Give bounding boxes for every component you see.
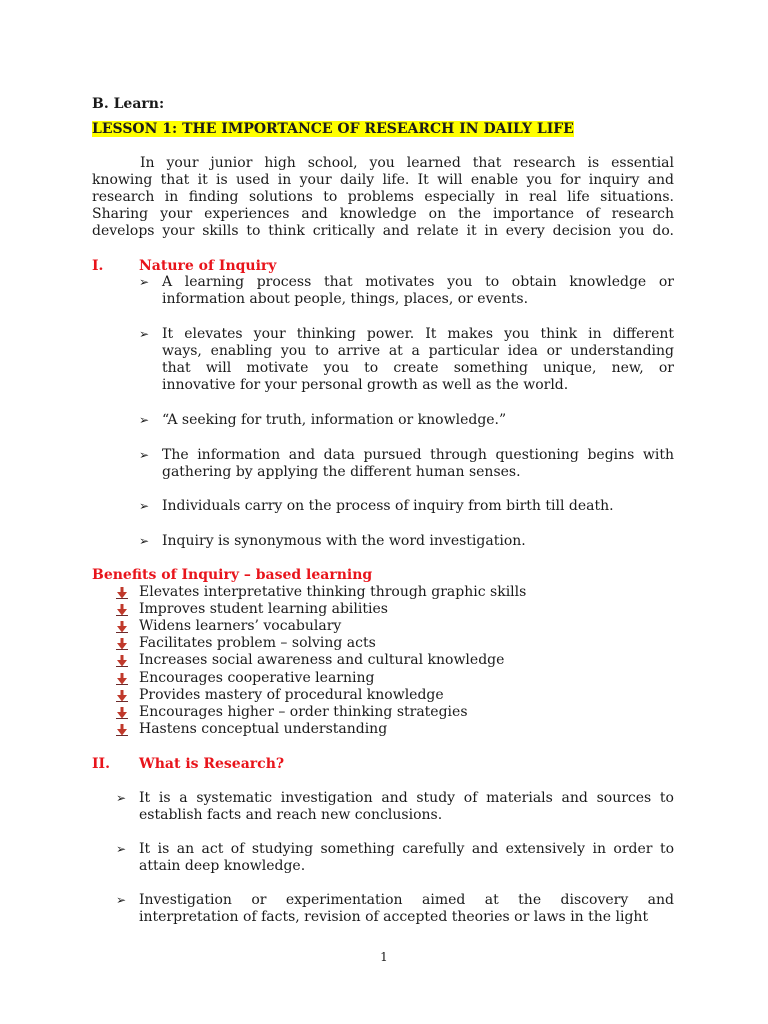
bullet-text	[162, 533, 674, 550]
intro-line: Sharing your experiences and knowledge on the importance of research	[92, 206, 674, 222]
bullet-item	[139, 498, 674, 515]
benefit-label: Hastens conceptual understanding	[139, 720, 388, 737]
lesson-title	[92, 121, 574, 138]
page-number: 1	[380, 950, 388, 964]
bullet-item	[139, 412, 674, 429]
bullet-text	[162, 274, 674, 308]
bullet-line: innovative for your personal growth as well as the world.	[162, 377, 569, 393]
arrow-bullet-icon: ➢	[116, 893, 127, 907]
bullet-text	[162, 326, 674, 394]
section-title-what-is-research: What is Research?	[139, 756, 285, 772]
bullet-line: interpretation of facts, revision of accepted theories or laws in the light	[139, 909, 649, 925]
bullet-item	[139, 274, 674, 308]
down-arrow-bullet-icon	[116, 587, 128, 599]
bullet-line: Individuals carry on the process of inquiry from birth till death.	[162, 498, 614, 514]
benefit-item	[116, 721, 616, 738]
bullet-line: It is a systematic investigation and study of materials and sources to	[139, 790, 674, 806]
bullet-item	[139, 326, 674, 394]
arrow-bullet-icon: ➢	[139, 499, 150, 513]
bullet-line: It is an act of studying something carefully and extensively in order to	[139, 841, 674, 857]
bullet-line: establish facts and reach new conclusions.	[139, 807, 443, 823]
arrow-bullet-icon: ➢	[139, 413, 150, 427]
benefit-label: Elevates interpretative thinking through graphic skills	[139, 584, 527, 600]
bullet-text	[162, 447, 674, 481]
bullet-text	[139, 841, 674, 875]
benefit-item	[116, 584, 616, 601]
bullet-item	[116, 790, 674, 824]
down-arrow-bullet-icon	[116, 724, 128, 736]
intro-line: In your junior high school, you learned that research is essential	[140, 155, 674, 171]
benefit-label: Improves student learning abilities	[139, 601, 388, 618]
bullet-text	[139, 790, 674, 824]
section-numeral-1: I.	[92, 258, 104, 274]
section-title-nature-of-inquiry: Nature of Inquiry	[139, 258, 277, 274]
down-arrow-bullet-icon	[116, 638, 128, 650]
bullet-item	[139, 447, 674, 481]
section-label: B. Learn:	[92, 96, 165, 112]
benefit-item	[116, 704, 616, 721]
bullet-item	[139, 533, 674, 550]
benefit-label: Widens learners’ vocabulary	[139, 618, 342, 635]
down-arrow-bullet-icon	[116, 655, 128, 667]
bullet-line: A learning process that motivates you to obtain knowledge or	[162, 274, 674, 290]
benefit-label: Facilitates problem – solving acts	[139, 635, 376, 652]
down-arrow-bullet-icon	[116, 604, 128, 616]
intro-line: develops your skills to think critically and relate it in every decision you do.	[92, 223, 674, 239]
arrow-bullet-icon: ➢	[139, 275, 150, 289]
bullet-text	[162, 412, 674, 429]
bullet-line: The information and data pursued through questioning begins with	[162, 447, 674, 463]
benefit-label: Encourages cooperative learning	[139, 669, 375, 686]
bullet-item	[116, 841, 674, 875]
benefits-title: Benefits of Inquiry – based learning	[92, 567, 373, 583]
bullet-line: information about people, things, places, or events.	[162, 291, 529, 307]
lesson-title-text: LESSON 1: THE IMPORTANCE OF RESEARCH IN DAILY LIFE	[92, 121, 574, 137]
benefit-item	[116, 670, 616, 687]
benefit-item	[116, 601, 616, 618]
benefit-item	[116, 635, 616, 652]
bullet-line: It elevates your thinking power. It makes you think in different	[162, 326, 674, 342]
arrow-bullet-icon: ➢	[139, 534, 150, 548]
intro-paragraph	[92, 155, 674, 240]
down-arrow-bullet-icon	[116, 673, 128, 685]
benefit-item	[116, 652, 616, 669]
benefit-label: Increases social awareness and cultural knowledge	[139, 652, 505, 669]
bullet-line: Investigation or experimentation aimed at the discovery and	[139, 892, 674, 908]
bullet-line: ways, enabling you to arrive at a particular idea or understanding	[162, 343, 674, 359]
arrow-bullet-icon: ➢	[116, 842, 127, 856]
benefit-item	[116, 687, 616, 704]
down-arrow-bullet-icon	[116, 707, 128, 719]
bullet-text	[162, 498, 674, 515]
down-arrow-bullet-icon	[116, 621, 128, 633]
bullet-line: attain deep knowledge.	[139, 858, 306, 874]
intro-line: knowing that it is used in your daily life. It will enable you for inquiry and	[92, 172, 674, 188]
arrow-bullet-icon: ➢	[139, 448, 150, 462]
down-arrow-bullet-icon	[116, 690, 128, 702]
bullet-line: that will motivate you to create something unique, new, or	[162, 360, 674, 376]
bullet-line: Inquiry is synonymous with the word investigation.	[162, 533, 526, 549]
arrow-bullet-icon: ➢	[116, 791, 127, 805]
benefit-label: Provides mastery of procedural knowledge	[139, 686, 444, 703]
benefit-label: Encourages higher – order thinking strategies	[139, 703, 468, 720]
bullet-line: “A seeking for truth, information or knowledge.”	[162, 412, 507, 428]
bullet-line: gathering by applying the different human senses.	[162, 464, 521, 480]
benefit-item	[116, 618, 616, 635]
intro-line: research in finding solutions to problems especially in real life situations.	[92, 189, 674, 205]
section-numeral-2: II.	[92, 756, 110, 772]
bullet-text	[139, 892, 674, 926]
arrow-bullet-icon: ➢	[139, 327, 150, 341]
bullet-item	[116, 892, 674, 926]
